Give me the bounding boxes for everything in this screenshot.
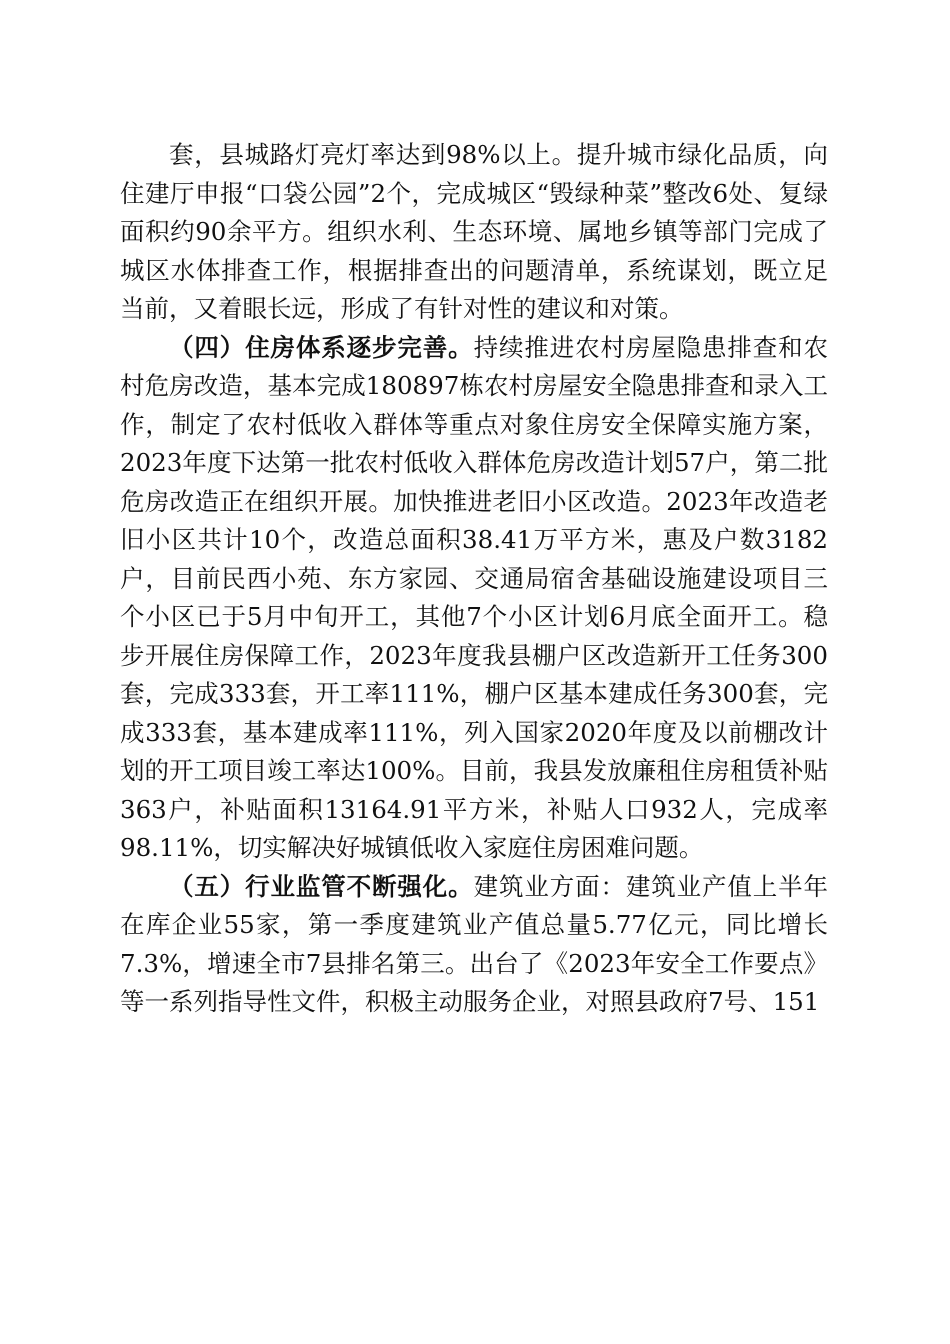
- paragraph-text: 持续推进农村房屋隐患排查和农村危房改造，基本完成180897栋农村房屋安全隐患排查和录入工作，制定了农村低收入群体等重点对象住房安全保障实施方案，2023年度下达第一批农村低收入群体危房改造计划57户，第二批危房改造正在组织开展。加快推进老旧小区改造。2023年改造老旧小区共计10个，改造总面积38.41万平方米，惠及户数3182户，目前民西小苑、东方家园、交通局宿舍基础设施建设项目三个小区已于5月中旬开工，其他7个小区计划6月底全面开工。稳步开展住房保障工作，2023年度我县棚户区改造新开工任务300套，完成333套，开工率111%，棚户区基本建成任务300套，完成333套，基本建成率111%，列入国家2020年度及以前棚改计划的开工项目竣工率达100%。目前，我县发放廉租住房租赁补贴363户，补贴面积13164.91平方米，补贴人口932人，完成率98.11%，切实解决好城镇低收入家庭住房困难问题。: [120, 332, 829, 862]
- document-body: [120, 136, 828, 1022]
- section-heading-housing: （四）住房体系逐步完善。: [169, 332, 474, 362]
- section-heading-supervision: （五）行业监管不断强化。: [169, 871, 474, 901]
- paragraph-continuation: [120, 136, 828, 329]
- paragraph-industry-supervision: [120, 868, 828, 1022]
- paragraph-text: 套，县城路灯亮灯率达到98%以上。提升城市绿化品质，向住建厅申报“口袋公园”2个，完成城区“毁绿种菜”整改6处、复绿面积约90余平方。组织水利、生态环境、属地乡镇等部门完成了城区水体排查工作，根据排查出的问题清单，系统谋划，既立足当前，又着眼长远，形成了有针对性的建议和对策。: [120, 140, 828, 323]
- paragraph-text: 建筑业方面：建筑业产值上半年在库企业55家，第一季度建筑业产值总量5.77亿元，同比增长7.3%，增速全市7县排名第三。出台了《2023年安全工作要点》等一系列指导性文件，积极主动服务企业，对照县政府7号、151: [120, 871, 829, 1016]
- paragraph-housing-system: [120, 329, 828, 868]
